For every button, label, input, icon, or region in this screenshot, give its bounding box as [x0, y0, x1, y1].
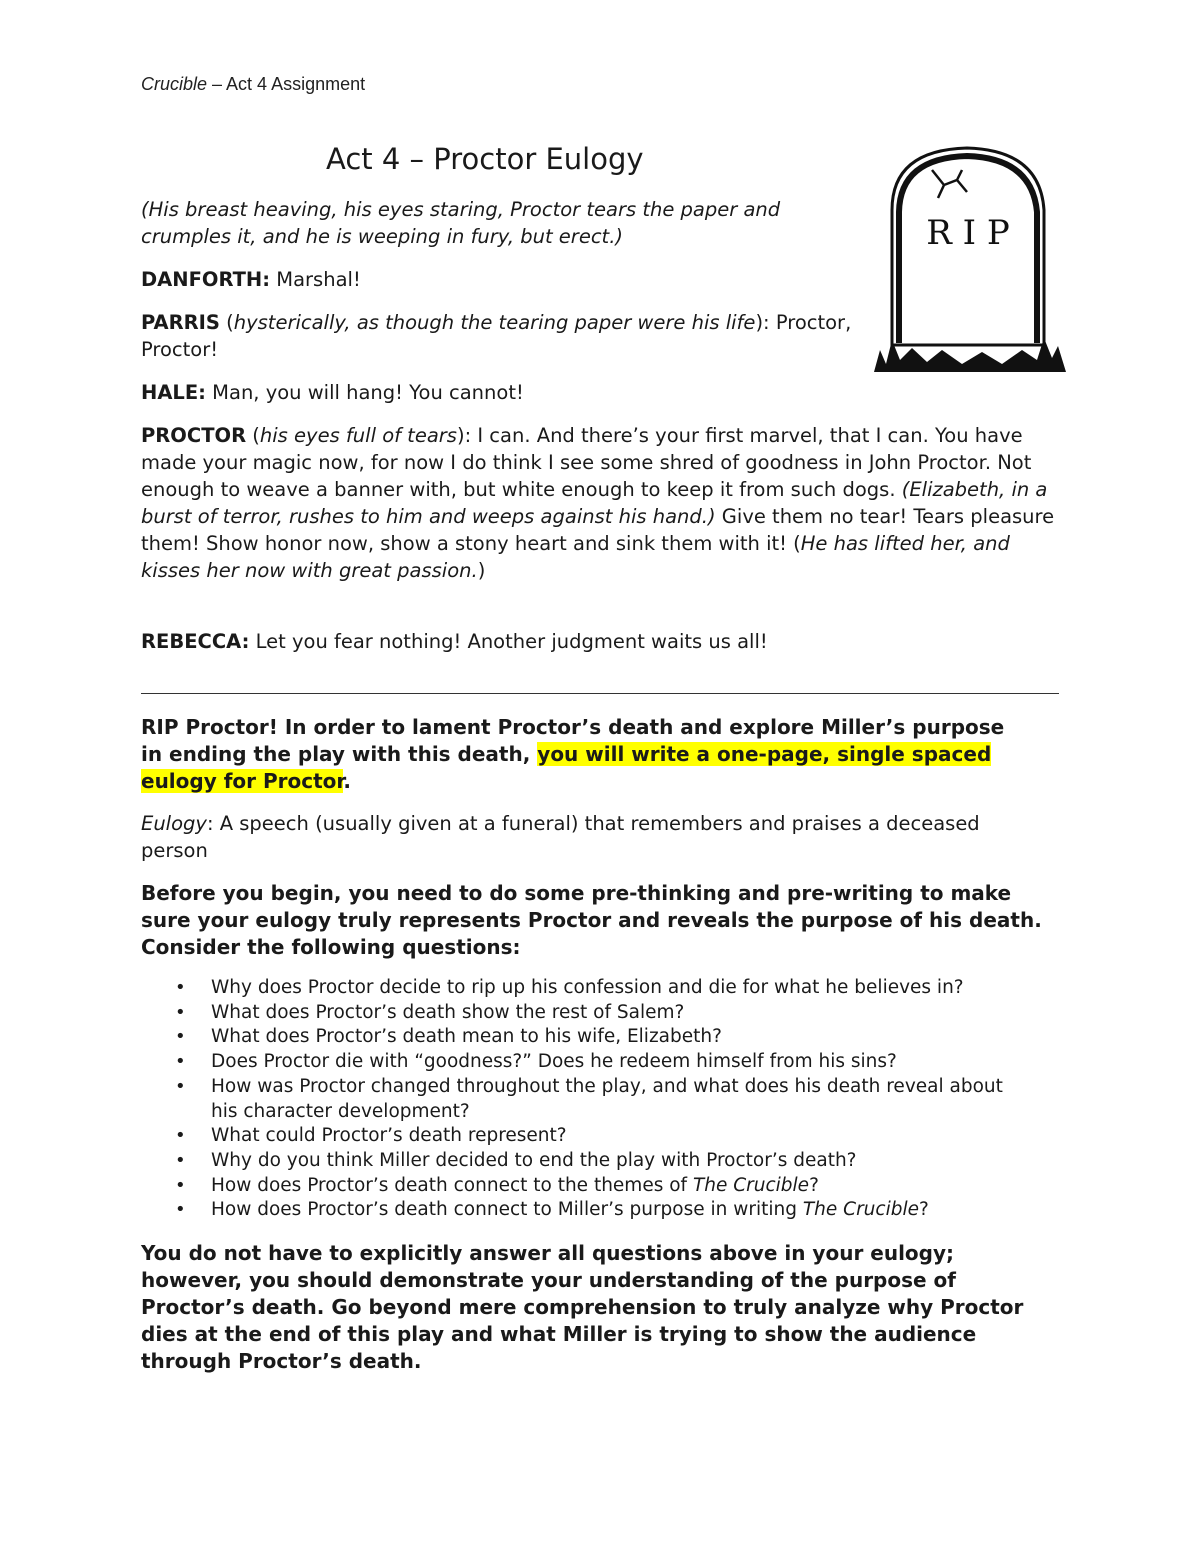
stage-direction: (His breast heaving, his eyes staring, Proctor tears the paper and crumples it, and he is weeping in fury, but erect.) — [141, 198, 781, 248]
speaker-danforth: DANFORTH: — [141, 268, 271, 291]
closing-paragraph: You do not have to explicitly answer all questions above in your eulogy; however, you should demonstrate your understanding of the purpose of Proctor’s death. Go beyond mere comprehension to truly analyze why Proctor dies at the end of this play and what Miller is trying to show the audience through Proctor’s death. — [141, 1241, 1024, 1373]
proctor-dir3-open: ( — [793, 532, 801, 555]
questions-list — [141, 976, 1041, 1223]
q8-text: How does Proctor’s death connect to the themes of — [211, 1174, 693, 1196]
rebecca-line — [141, 628, 1041, 655]
tombstone-icon — [872, 140, 1068, 380]
parris-line — [141, 309, 861, 363]
q9-text: How does Proctor’s death connect to Miller’s purpose in writing — [211, 1199, 803, 1221]
before-begin: Before you begin, you need to do some pre-thinking and pre-writing to make sure your eulogy truly represents Proctor and reveals the purpose of his death. Consider the following questions: — [141, 881, 1042, 959]
danforth-line — [141, 266, 841, 293]
hale-line — [141, 379, 841, 406]
eulogy-definition — [141, 810, 1001, 864]
header-rest: – Act 4 Assignment — [207, 74, 366, 94]
proctor-text-1: I can. And there’s your first marvel, that I can. You have made your magic now, for now I do think I see some shred of goodness in John Proctor. Not enough to weave a banner with, but white enough to keep it from such dogs. — [141, 424, 1032, 501]
q9-end: ? — [919, 1199, 929, 1221]
proctor-close: ): — [456, 424, 472, 447]
list-item: • Why do you think Miller decided to end the play with Proctor’s death? — [141, 1149, 1041, 1174]
parris-open: ( — [219, 311, 234, 334]
proctor-open: ( — [246, 424, 260, 447]
parris-close: ): — [755, 311, 770, 334]
speaker-hale: HALE: — [141, 381, 206, 404]
proctor-dir3-close: ) — [477, 559, 486, 582]
speaker-rebecca: REBECCA: — [141, 630, 250, 653]
proctor-direction: his eyes full of tears — [259, 424, 457, 447]
proctor-text-2: Give them no tear! Tears pleasure them! Show honor now, show a stony heart and sink them with it! — [141, 505, 1055, 555]
list-item: • What does Proctor’s death mean to his wife, Elizabeth? — [141, 1025, 1041, 1050]
proctor-direction-3: He has lifted her, and kisses her now with great passion. — [141, 532, 1010, 582]
list-item — [141, 1198, 1041, 1223]
list-item: • What could Proctor’s death represent? — [141, 1124, 1041, 1149]
speaker-parris: PARRIS — [141, 311, 220, 334]
q9-italic: The Crucible — [802, 1199, 919, 1221]
list-item: • How was Proctor changed throughout the play, and what does his death reveal about his character development? — [141, 1075, 1011, 1124]
speaker-proctor: PROCTOR — [141, 424, 247, 447]
eulogy-term: Eulogy — [141, 812, 207, 835]
page-title: Act 4 – Proctor Eulogy — [326, 142, 644, 176]
list-item: • What does Proctor’s death show the rest of Salem? — [141, 1001, 1041, 1026]
danforth-text: Marshal! — [270, 268, 361, 291]
assignment-intro — [141, 714, 1021, 795]
header-italic: Crucible — [141, 74, 208, 94]
tombstone-text: R I P — [926, 213, 1010, 253]
rebecca-text: Let you fear nothing! Another judgment waits us all! — [249, 630, 768, 653]
list-item — [141, 1174, 1041, 1199]
page-header — [141, 74, 365, 95]
q8-italic: The Crucible — [692, 1174, 810, 1196]
proctor-line — [141, 422, 1066, 584]
intro-highlight: you will write a one-page, single spaced eulogy for Proctor — [141, 742, 992, 793]
parris-direction: hysterically, as though the tearing paper were his life — [233, 311, 756, 334]
section-divider — [141, 693, 1059, 694]
list-item: • Does Proctor die with “goodness?” Does he redeem himself from his sins? — [141, 1050, 1041, 1075]
parris-text: Proctor, Proctor! — [141, 311, 852, 361]
intro-end: . — [343, 769, 352, 793]
eulogy-def-text: : A speech (usually given at a funeral) that remembers and praises a deceased person — [141, 812, 980, 862]
q8-end: ? — [809, 1174, 819, 1196]
hale-text: Man, you will hang! You cannot! — [205, 381, 524, 404]
intro-text: RIP Proctor! In order to lament Proctor’s death and explore Miller’s purpose in ending the play with this death, — [141, 715, 1005, 766]
list-item: • Why does Proctor decide to rip up his confession and die for what he believes in? — [141, 976, 1041, 1001]
proctor-direction-2: (Elizabeth, in a burst of terror, rushes to him and weeps against his hand.) — [141, 478, 1048, 528]
